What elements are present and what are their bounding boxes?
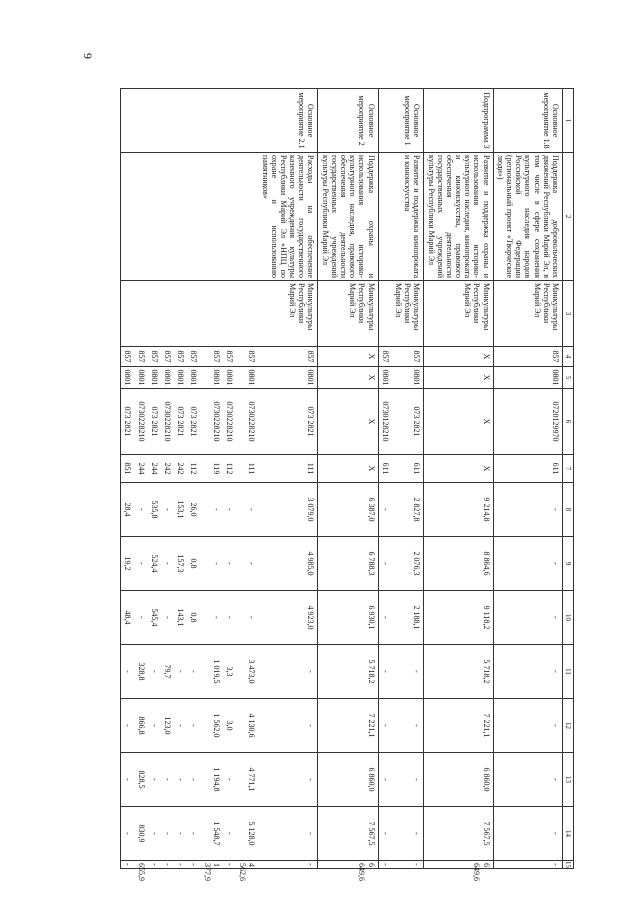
cell-col-12: - bbox=[392, 699, 424, 753]
cell-col-8: 2 827,8 bbox=[392, 483, 424, 537]
cell-col-4: 857 bbox=[174, 347, 187, 367]
cell-col-12: - bbox=[187, 699, 200, 753]
cell-col-2 bbox=[378, 153, 392, 281]
cell-col-8: 9 214,8 bbox=[424, 483, 493, 537]
cell-col-10: 6 930,1 bbox=[318, 591, 378, 645]
cell-col-2 bbox=[223, 153, 236, 281]
cell-col-15: - bbox=[223, 861, 236, 869]
cell-col-13: 828,5 bbox=[135, 753, 148, 807]
cell-col-13: - bbox=[378, 753, 392, 807]
cell-col-14: 7 567,5 bbox=[318, 807, 378, 861]
cell-col-7: 611 bbox=[493, 455, 562, 483]
column-number-7: 7 bbox=[563, 455, 574, 483]
cell-col-4: 857 bbox=[135, 347, 148, 367]
cell-col-7: 611 bbox=[392, 455, 424, 483]
cell-col-4: Х bbox=[424, 347, 493, 367]
cell-col-10: - bbox=[200, 591, 222, 645]
cell-col-2 bbox=[236, 153, 258, 281]
table-row bbox=[223, 89, 236, 869]
cell-col-10: 143,1 bbox=[174, 591, 187, 645]
cell-col-12: - bbox=[121, 699, 135, 753]
cell-col-1: Основное мероприятие 1 bbox=[392, 89, 424, 153]
cell-col-11: 3 473,0 bbox=[236, 645, 258, 699]
cell-col-4: 857 bbox=[493, 347, 562, 367]
cell-col-12: - bbox=[493, 699, 562, 753]
cell-col-15: 4 562,6 bbox=[236, 861, 258, 869]
cell-col-2 bbox=[121, 153, 135, 281]
cell-col-5: 0801 bbox=[187, 367, 200, 389]
table-row bbox=[493, 89, 562, 869]
table-row bbox=[161, 89, 174, 869]
cell-col-13: - bbox=[258, 753, 318, 807]
cell-col-11: - bbox=[392, 645, 424, 699]
cell-col-2: Развитие и поддержка кинопроката и киноискусства bbox=[392, 153, 424, 281]
cell-col-15: - bbox=[392, 861, 424, 869]
cell-col-6: 073 2821 bbox=[121, 389, 135, 455]
cell-col-10: - bbox=[236, 591, 258, 645]
cell-col-5: 0801 bbox=[236, 367, 258, 389]
cell-col-8: 535,8 bbox=[148, 483, 161, 537]
cell-col-1 bbox=[121, 89, 135, 153]
cell-col-13: - bbox=[187, 753, 200, 807]
cell-col-12: - bbox=[148, 699, 161, 753]
cell-col-5: 0801 bbox=[148, 367, 161, 389]
cell-col-10: - bbox=[378, 591, 392, 645]
cell-col-10: - bbox=[493, 591, 562, 645]
cell-col-5: 0801 bbox=[161, 367, 174, 389]
cell-col-7: 244 bbox=[148, 455, 161, 483]
cell-col-2: Поддержка охраны и использования историко-культурного наследия, правового обеспечения деятельности государственных учреждений культуры Республики Марий Эл bbox=[318, 153, 378, 281]
cell-col-3 bbox=[187, 281, 200, 347]
cell-col-2: Поддержка добровольческих движений Республики Марий Эл, в том числе в сфере сохранения культурного наследия народов Российской Федерации (региональный проект «Творческие люди») bbox=[493, 153, 562, 281]
cell-col-14: - bbox=[161, 807, 174, 861]
cell-col-7: 851 bbox=[121, 455, 135, 483]
cell-col-15: 6 649,6 bbox=[318, 861, 378, 869]
cell-col-11: - bbox=[174, 645, 187, 699]
table-row bbox=[392, 89, 424, 869]
cell-col-1: Основное мероприятие 2.1 bbox=[258, 89, 318, 153]
cell-col-11: 5 718,2 bbox=[424, 645, 493, 699]
cell-col-1 bbox=[174, 89, 187, 153]
cell-col-11: 79,7 bbox=[161, 645, 174, 699]
cell-col-10: - bbox=[223, 591, 236, 645]
cell-col-15: - bbox=[378, 861, 392, 869]
cell-col-3 bbox=[200, 281, 222, 347]
cell-col-14: 7 567,5 bbox=[424, 807, 493, 861]
cell-col-15: - bbox=[258, 861, 318, 869]
cell-col-14: - bbox=[258, 807, 318, 861]
cell-col-1 bbox=[236, 89, 258, 153]
table-row bbox=[378, 89, 392, 869]
cell-col-6: 073 2821 bbox=[148, 389, 161, 455]
cell-col-4: 857 bbox=[392, 347, 424, 367]
column-number-6: 6 bbox=[563, 389, 574, 455]
cell-col-12: 866,8 bbox=[135, 699, 148, 753]
rotated-table-sheet bbox=[109, 88, 574, 881]
table-row bbox=[187, 89, 200, 869]
cell-col-9: 19,2 bbox=[121, 537, 135, 591]
cell-col-8: - bbox=[493, 483, 562, 537]
cell-col-6: 073 2821 bbox=[174, 389, 187, 455]
table-row bbox=[318, 89, 378, 869]
cell-col-1 bbox=[161, 89, 174, 153]
cell-col-11: 1 019,5 bbox=[200, 645, 222, 699]
cell-col-9: - bbox=[135, 537, 148, 591]
cell-col-11: 328,8 bbox=[135, 645, 148, 699]
cell-col-10: - bbox=[135, 591, 148, 645]
cell-col-11: - bbox=[187, 645, 200, 699]
cell-col-6: Х bbox=[424, 389, 493, 455]
table-row bbox=[258, 89, 318, 869]
cell-col-3: Минкультуры Республики Марий Эл bbox=[318, 281, 378, 347]
cell-col-12: - bbox=[258, 699, 318, 753]
cell-col-2 bbox=[135, 153, 148, 281]
cell-col-7: 611 bbox=[378, 455, 392, 483]
cell-col-14: - bbox=[174, 807, 187, 861]
cell-col-10: 48,4 bbox=[121, 591, 135, 645]
cell-col-12: - bbox=[378, 699, 392, 753]
cell-col-8: - bbox=[161, 483, 174, 537]
cell-col-14: 830,9 bbox=[135, 807, 148, 861]
cell-col-6: 0730228210 bbox=[200, 389, 222, 455]
cell-col-9: - bbox=[161, 537, 174, 591]
cell-col-4: 857 bbox=[258, 347, 318, 367]
table-row bbox=[174, 89, 187, 869]
cell-col-3 bbox=[161, 281, 174, 347]
cell-col-8: 28,4 bbox=[121, 483, 135, 537]
cell-col-6: 0730128210 bbox=[378, 389, 392, 455]
cell-col-12: - bbox=[174, 699, 187, 753]
cell-col-8: - bbox=[236, 483, 258, 537]
cell-col-9: - bbox=[378, 537, 392, 591]
cell-col-3 bbox=[148, 281, 161, 347]
column-number-15: 15 bbox=[564, 861, 573, 868]
budget-table bbox=[120, 88, 574, 881]
cell-col-9: 157,3 bbox=[174, 537, 187, 591]
cell-col-8: - bbox=[223, 483, 236, 537]
cell-col-7: 111 bbox=[236, 455, 258, 483]
cell-col-7: 119 bbox=[200, 455, 222, 483]
cell-col-5: 0801 bbox=[174, 367, 187, 389]
cell-col-6: 073 2821 bbox=[392, 389, 424, 455]
table-row bbox=[135, 89, 148, 869]
cell-col-3 bbox=[378, 281, 392, 347]
cell-col-1 bbox=[135, 89, 148, 153]
column-number-5: 5 bbox=[563, 367, 574, 389]
column-number-10: 10 bbox=[563, 591, 574, 645]
cell-col-9: - bbox=[200, 537, 222, 591]
cell-col-1 bbox=[223, 89, 236, 153]
cell-col-13: - bbox=[148, 753, 161, 807]
column-number-9: 9 bbox=[563, 537, 574, 591]
cell-col-5: Х bbox=[424, 367, 493, 389]
cell-col-8: 153,1 bbox=[174, 483, 187, 537]
cell-col-14: 5 128,0 bbox=[236, 807, 258, 861]
column-number-13: 13 bbox=[563, 753, 574, 807]
cell-col-7: 242 bbox=[174, 455, 187, 483]
cell-col-6: 073 2821 bbox=[258, 389, 318, 455]
cell-col-12: 7 221,1 bbox=[318, 699, 378, 753]
cell-col-3: Минкультуры Республики Марий Эл bbox=[493, 281, 562, 347]
cell-col-10: 4 923,0 bbox=[258, 591, 318, 645]
cell-col-5: 0801 bbox=[223, 367, 236, 389]
cell-col-5: 0801 bbox=[258, 367, 318, 389]
cell-col-14: - bbox=[378, 807, 392, 861]
cell-col-11: - bbox=[148, 645, 161, 699]
cell-col-13: - bbox=[493, 753, 562, 807]
cell-col-9: - bbox=[493, 537, 562, 591]
cell-col-5: 0801 bbox=[135, 367, 148, 389]
cell-col-14: - bbox=[121, 807, 135, 861]
cell-col-3: Минкультуры Республики Марий Эл bbox=[258, 281, 318, 347]
table-row bbox=[200, 89, 222, 869]
cell-col-14: - bbox=[493, 807, 562, 861]
cell-col-7: 242 bbox=[161, 455, 174, 483]
cell-col-3 bbox=[236, 281, 258, 347]
cell-col-11: - bbox=[258, 645, 318, 699]
cell-col-15: - bbox=[121, 861, 135, 869]
table-row bbox=[148, 89, 161, 869]
cell-col-9: 0,8 bbox=[187, 537, 200, 591]
cell-col-11: - bbox=[378, 645, 392, 699]
cell-col-15: - bbox=[493, 861, 562, 869]
cell-col-3 bbox=[135, 281, 148, 347]
cell-col-1 bbox=[187, 89, 200, 153]
column-number-14: 14 bbox=[563, 807, 574, 861]
cell-col-2 bbox=[161, 153, 174, 281]
cell-col-2 bbox=[187, 153, 200, 281]
cell-col-6: 0730228210 bbox=[161, 389, 174, 455]
cell-col-14: - bbox=[223, 807, 236, 861]
cell-col-12: 3,0 bbox=[223, 699, 236, 753]
cell-col-11: 5 718,2 bbox=[318, 645, 378, 699]
cell-col-4: 857 bbox=[161, 347, 174, 367]
cell-col-2: Развитие и поддержка охраны и использования историко-культурного наследия, кинопроката и киноискусства, правового обеспечения деятельности государственных учреждений культуры Республики Марий Эл bbox=[424, 153, 493, 281]
cell-col-7: 112 bbox=[223, 455, 236, 483]
cell-col-15: 1 377,9 bbox=[200, 861, 222, 869]
cell-col-1: Подпрограмма 3 bbox=[424, 89, 493, 153]
cell-col-9: - bbox=[236, 537, 258, 591]
cell-col-14: - bbox=[187, 807, 200, 861]
cell-col-8: 6 387,0 bbox=[318, 483, 378, 537]
cell-col-9: 8 864,6 bbox=[424, 537, 493, 591]
cell-col-8: 3 079,0 bbox=[258, 483, 318, 537]
table-row bbox=[121, 89, 135, 869]
cell-col-14: - bbox=[392, 807, 424, 861]
cell-col-3: Минкультуры Республики Марий Эл bbox=[392, 281, 424, 347]
cell-col-2 bbox=[148, 153, 161, 281]
cell-col-2 bbox=[174, 153, 187, 281]
cell-col-7: 111 bbox=[258, 455, 318, 483]
cell-col-1 bbox=[378, 89, 392, 153]
column-number-11: 11 bbox=[563, 645, 574, 699]
cell-col-2 bbox=[200, 153, 222, 281]
cell-col-13: - bbox=[392, 753, 424, 807]
cell-col-10: 2 188,1 bbox=[392, 591, 424, 645]
column-number-2: 2 bbox=[563, 153, 574, 281]
cell-col-4: Х bbox=[318, 347, 378, 367]
page-number: 9 bbox=[81, 53, 95, 59]
cell-col-7: Х bbox=[318, 455, 378, 483]
cell-col-13: 4 771,1 bbox=[236, 753, 258, 807]
cell-col-10: 0,8 bbox=[187, 591, 200, 645]
cell-col-6: 0720129970 bbox=[493, 389, 562, 455]
cell-col-1: Основное мероприятие 1.8 bbox=[493, 89, 562, 153]
cell-col-15: 6 649,6 bbox=[424, 861, 493, 869]
cell-col-12: 1 562,0 bbox=[200, 699, 222, 753]
cell-col-4: 857 bbox=[223, 347, 236, 367]
cell-col-13: - bbox=[223, 753, 236, 807]
cell-col-10: - bbox=[161, 591, 174, 645]
cell-col-15: - bbox=[174, 861, 187, 869]
table-body bbox=[121, 89, 563, 881]
cell-col-1: Основное мероприятие 2 bbox=[318, 89, 378, 153]
cell-col-6: 0730228210 bbox=[135, 389, 148, 455]
column-number-12: 12 bbox=[563, 699, 574, 753]
cell-col-14: 1 548,7 bbox=[200, 807, 222, 861]
cell-col-3 bbox=[121, 281, 135, 347]
cell-col-5: 0801 bbox=[121, 367, 135, 389]
cell-col-13: 1 194,8 bbox=[200, 753, 222, 807]
cell-col-3 bbox=[174, 281, 187, 347]
column-number-3: 3 bbox=[563, 281, 574, 347]
cell-col-11: - bbox=[121, 645, 135, 699]
cell-col-3: Минкультуры Республики Марий Эл bbox=[424, 281, 493, 347]
cell-col-14: - bbox=[148, 807, 161, 861]
cell-col-6: Х bbox=[318, 389, 378, 455]
cell-col-4: 857 bbox=[121, 347, 135, 367]
cell-col-5: 0801 bbox=[378, 367, 392, 389]
cell-col-13: - bbox=[174, 753, 187, 807]
cell-col-4: 857 bbox=[236, 347, 258, 367]
cell-col-7: 112 bbox=[187, 455, 200, 483]
cell-col-8: - bbox=[135, 483, 148, 537]
cell-col-13: 6 860,0 bbox=[424, 753, 493, 807]
cell-col-8: - bbox=[378, 483, 392, 537]
cell-col-6: 0730228210 bbox=[236, 389, 258, 455]
cell-col-9: - bbox=[223, 537, 236, 591]
cell-col-5: 0801 bbox=[392, 367, 424, 389]
cell-col-4: 857 bbox=[148, 347, 161, 367]
cell-col-7: Х bbox=[424, 455, 493, 483]
cell-col-8: 26,0 bbox=[187, 483, 200, 537]
cell-col-7: 244 bbox=[135, 455, 148, 483]
cell-col-10: 9 118,2 bbox=[424, 591, 493, 645]
cell-col-11: 3,3 bbox=[223, 645, 236, 699]
cell-col-1 bbox=[200, 89, 222, 153]
cell-col-9: 4 985,0 bbox=[258, 537, 318, 591]
cell-col-11: - bbox=[493, 645, 562, 699]
table-row bbox=[424, 89, 493, 869]
cell-col-3 bbox=[223, 281, 236, 347]
cell-col-13: 6 860,0 bbox=[318, 753, 378, 807]
cell-col-6: 0730228210 bbox=[223, 389, 236, 455]
cell-col-9: 6 788,3 bbox=[318, 537, 378, 591]
cell-col-9: 524,4 bbox=[148, 537, 161, 591]
cell-col-15: - bbox=[161, 861, 174, 869]
cell-col-5: Х bbox=[318, 367, 378, 389]
cell-col-12: 123,0 bbox=[161, 699, 174, 753]
table-row bbox=[236, 89, 258, 869]
cell-col-8: - bbox=[200, 483, 222, 537]
cell-col-13: - bbox=[121, 753, 135, 807]
cell-col-9: 2 076,3 bbox=[392, 537, 424, 591]
cell-col-4: 857 bbox=[187, 347, 200, 367]
cell-col-5: 0801 bbox=[493, 367, 562, 389]
cell-col-6: 073 2821 bbox=[187, 389, 200, 455]
cell-col-13: - bbox=[161, 753, 174, 807]
cell-col-15: - bbox=[187, 861, 200, 869]
cell-col-12: 7 221,1 bbox=[424, 699, 493, 753]
column-number-8: 8 bbox=[563, 483, 574, 537]
cell-col-10: 545,4 bbox=[148, 591, 161, 645]
cell-col-12: 4 130,6 bbox=[236, 699, 258, 753]
column-number-1: 1 bbox=[563, 89, 574, 153]
cell-col-5: 0801 bbox=[200, 367, 222, 389]
cell-col-4: 857 bbox=[378, 347, 392, 367]
cell-col-4: 857 bbox=[200, 347, 222, 367]
cell-col-2: Расходы на обеспечение деятельности государственного казенного учреждения культуры Республики Марий Эл «НПЦ по охране и использованию памятников» bbox=[258, 153, 318, 281]
cell-col-1 bbox=[148, 89, 161, 153]
cell-col-15: - bbox=[148, 861, 161, 869]
column-number-header bbox=[563, 89, 574, 869]
column-number-4: 4 bbox=[563, 347, 574, 367]
cell-col-15: 655,9 bbox=[135, 861, 148, 869]
